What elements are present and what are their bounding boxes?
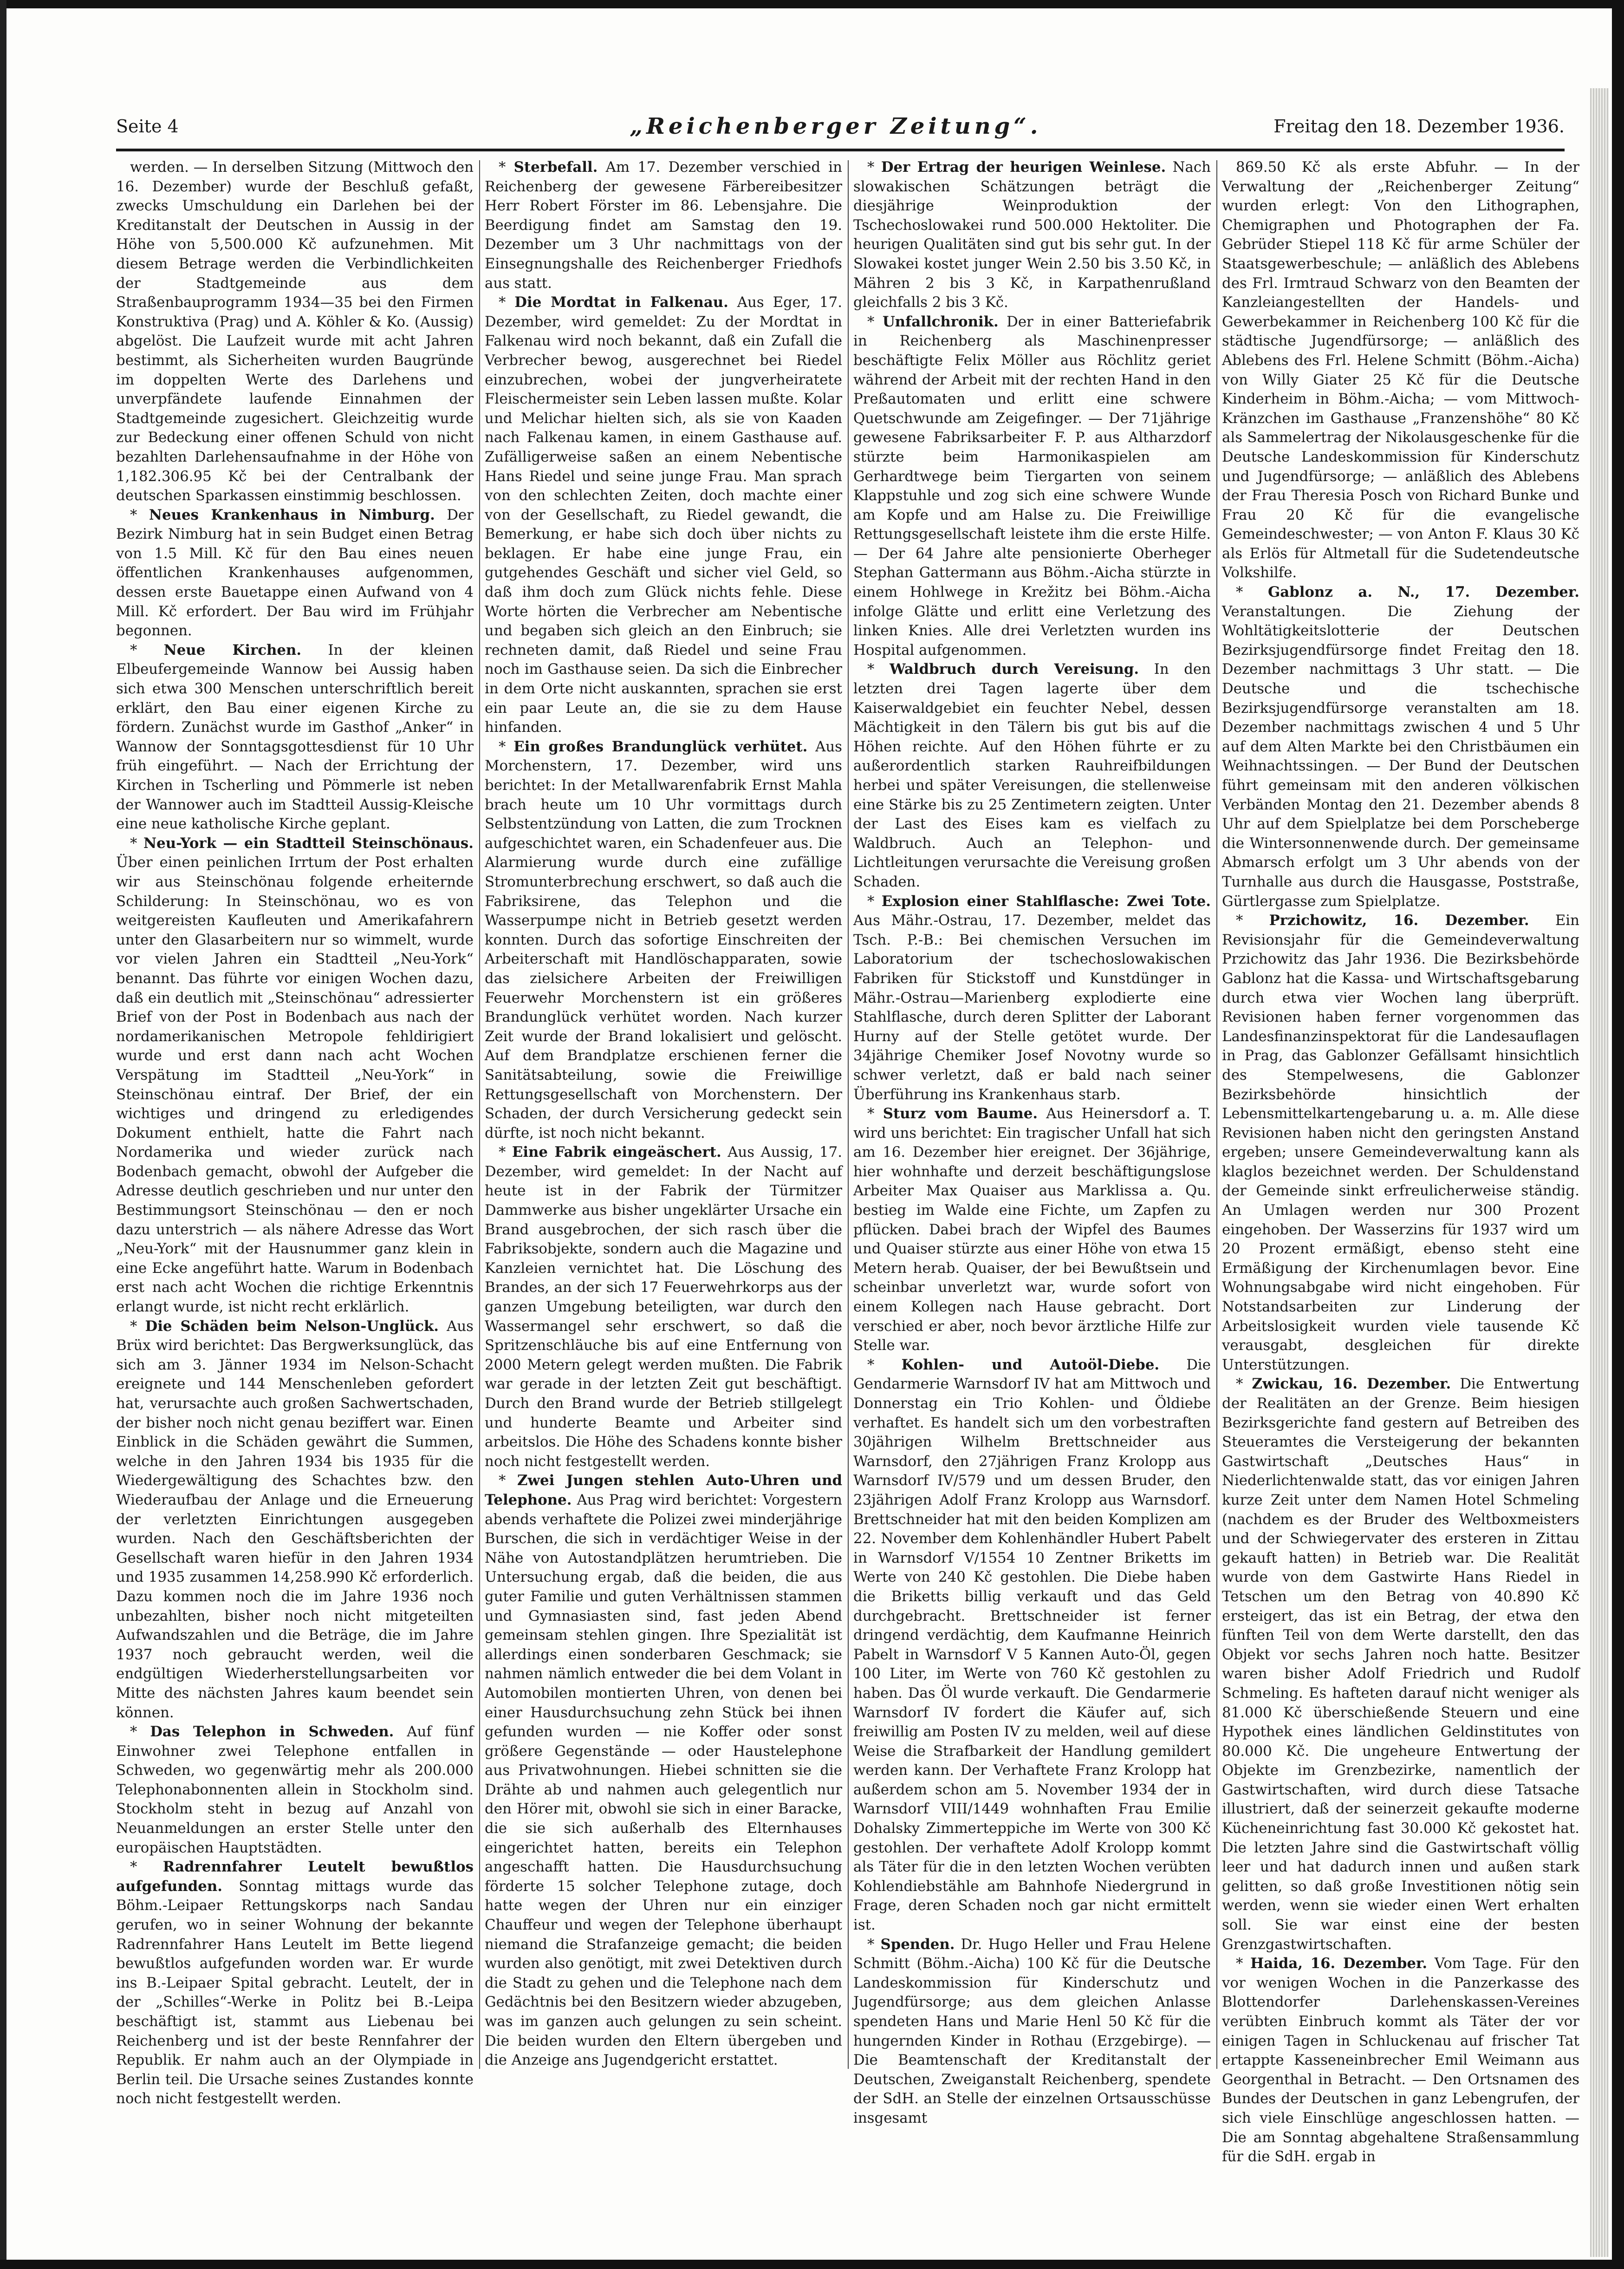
article-paragraph: * Die Schäden beim Nelson-Unglück. Aus Brüx wird berichtet: Das Bergwerksunglück, das sich am 3. Jänner 1934 im Nelson-Schacht ereignete und 144 Menschenleben gefordert hat, verursachte auch großen Sachwertschaden, der bisher noch nicht genau beziffert war. Einen Einblick in die Schäden gewährt die Summen, welche in den Jahren 1934 bis 1935 für die Wiedergewältigung des Schachtes bzw. den Wiederaufbau der Anlage und die Erneuerung der verletzten Einrichtungen ausgegeben wurden. Nach den Geschäftsberichten der Gesellschaft waren hiefür in den Jahren 1934 und 1935 zusammen 14,258.990 Kč erforderlich. Dazu kommen noch die im Jahre 1936 noch unbezahlten, bisher noch nicht mitgeteilten Aufwandszahlen und die Beträge, die im Jahre 1937 noch gebraucht werden, weil die endgültigen Wiederherstellungsarbeiten vor Mitte des nächsten Jahres kaum beendet sein können. — [116, 1317, 474, 1721]
article-headline: Das Telephon in Schweden. — [150, 1723, 394, 1741]
header-rule — [116, 149, 1565, 151]
column-divider — [1216, 160, 1217, 2069]
article-headline: Zwickau, 16. Dezember. — [1252, 1376, 1451, 1393]
article-text: werden. — In derselben Sitzung (Mittwoch den 16. Dezember) wurde der Beschluß gefaßt, zwecks Umschuldung ein Darlehen bei der Kreditanstalt der Deutschen in Aussig in der Höhe von 5,500.000 Kč aufzunehmen. Mit diesem Betrage werden die Verbindlichkeiten der Stadtgemeinde aus dem Straßenbauprogramm 1934—35 bei den Firmen Konstruktiva (Prag) und A. Köhler & Ko. (Aussig) abgelöst. Die Laufzeit wurde mit acht Jahren bestimmt, als Sicherheiten wurden Baugründe im doppelten Werte des Darlehens und unverpfändete laufende Einnahmen der Stadtgemeinde zugesichert. Gleichzeitig wurde zur Bedeckung einer offenen Schuld von nicht bezahlten Darlehensaufnahme in der Höhe von 1,182.306.95 Kč bei der Centralbank der deutschen Sparkassen einstimmig beschlossen. — [116, 159, 474, 504]
column-2 — [485, 158, 842, 2069]
article-paragraph: * Neues Krankenhaus in Nimburg. Der Bezirk Nimburg hat in sein Budget einen Betrag von 1.5 Mill. Kč für den Bau eines neuen öffentlichen Krankenhauses aufgenommen, dessen erste Bauetappe einen Aufwand von 4 Mill. Kč erfordert. Der Bau wird im Frühjahr begonnen. — [116, 506, 474, 639]
article-text: Aus Brüx wird berichtet: Das Bergwerksunglück, das sich am 3. Jänner 1934 im Nelson-Schacht ereignete und 144 Menschenleben gefordert hat, verursachte auch großen Sachwertschaden, der bisher noch nicht genau beziffert war. Einen Einblick in die Schäden gewährt die Summen, welche in den Jahren 1934 bis 1935 für die Wiedergewältigung des Schachtes bzw. den Wiederaufbau der Anlage und die Erneuerung der verletzten Einrichtungen ausgegeben wurden. Nach den Geschäftsberichten der Gesellschaft waren hiefür in den Jahren 1934 und 1935 zusammen 14,258.990 Kč erforderlich. Dazu kommen noch die im Jahre 1936 noch unbezahlten, bisher noch nicht mitgeteilten Aufwandszahlen und die Beträge, die im Jahre 1937 noch gebraucht werden, weil die endgültigen Wiederherstellungsarbeiten vor Mitte des nächsten Jahres kaum beendet sein können. — [116, 1317, 474, 1721]
article-text: Dr. Hugo Heller und Frau Helene Schmitt (Böhm.-Aicha) 100 Kč für die Deutsche Landeskommission für Kinderschutz und Jugendfürsorge; aus dem gleichen Anlasse spendeten Hans und Marie Henl 50 Kč für die hungernden Kinder in Rothau (Erzgebirge). — Die Beamtenschaft der Kreditanstalt der Deutschen, Zweiganstalt Reichenberg, spendete der SdH. an Stelle der einzelnen Ortsausschüsse insgesamt — [853, 1936, 1211, 2126]
article-paragraph: * Spenden. Dr. Hugo Heller und Frau Helene Schmitt (Böhm.-Aicha) 100 Kč für die Deutsche Landeskommission für Kinderschutz und Jugendfürsorge; aus dem gleichen Anlasse spendeten Hans und Marie Henl 50 Kč für die hungernden Kinder in Rothau (Erzgebirge). — Die Beamtenschaft der Kreditanstalt der Deutschen, Zweiganstalt Reichenberg, spendete der SdH. an Stelle der einzelnen Ortsausschüsse insgesamt — [853, 1936, 1211, 2126]
article-text: Der Bezirk Nimburg hat in sein Budget einen Betrag von 1.5 Mill. Kč für den Bau eines neuen öffentlichen Krankenhauses aufgenommen, dessen erste Bauetappe einen Aufwand von 4 Mill. Kč erfordert. Der Bau wird im Frühjahr begonnen. — [116, 506, 474, 639]
article-text: Veranstaltungen. Die Ziehung der Wohltätigkeitslotterie der Deutschen Bezirksjugendfürsorge findet Freitag den 18. Dezember nachmittags 3 Uhr statt. — Die Deutsche und die tschechische Bezirksjugendfürsorge veranstalten am 18. Dezember nachmittags zwischen 4 und 5 Uhr auf dem Alten Markte bei den Christbäumen ein Weihnachtssingen. — Der Bund der Deutschen führt gemeinsam mit den anderen völkischen Verbänden Montag den 21. Dezember abends 8 Uhr auf dem Spielplatze bei dem Porscheberge die Wintersonnenwende durch. Der gemeinsame Abmarsch erfolgt um 3 Uhr abends von der Turnhalle aus durch die Hausgasse, Poststraße, Gürtlergasse zum Spielplatze. — [1222, 603, 1579, 910]
article-paragraph — [1222, 158, 1579, 583]
article-text: Aus Eger, 17. Dezember, wird gemeldet: Zu der Mordtat in Falkenau wird noch bekannt, daß ein Zufall die Verbrecher bewog, ausgerechnet bei Riedel einzubrechen, wobei der jungverheiratete Fleischermeister sein Leben lassen mußte. Kolar und Melichar hielten sich, als sie von Kaaden nach Falkenau kamen, in einem Gasthause auf. Zufälligerweise saßen an einem Nebentische Hans Riedel und seine junge Frau. Man sprach von den schlechten Zeiten, doch machte einer von der Gesellschaft, zu Riedel gewandt, die Bemerkung, er habe sich doch über nichts zu beklagen. Er habe eine junge Frau, ein gutgehendes Geschäft und sicher viel Geld, so daß ihm doch zum Glück nichts fehle. Diese Worte hörten die Verbrecher am Nebentische und begaben sich gleich an den Einbruch; sie rechneten damit, daß Riedel und seine Frau noch im Gasthause seien. Da sich die Einbrecher in dem Orte nicht auskannten, sprachen sie erst ein paar Leute an, die sie zu dem Hause hinfanden. — [485, 294, 842, 736]
article-paragraph: * Unfallchronik. Der in einer Batteriefabrik in Reichenberg als Maschinenpresser beschäftigte Felix Möller aus Röchlitz geriet während der Arbeit mit der rechten Hand in den Preßautomaten und erlitt eine schwere Quetschwunde am Zeigefinger. — Der 71jährige gewesene Fabriksarbeiter F. P. aus Altharzdorf stürzte beim Harmonikaspielen am Gerhardtwege beim Tiergarten von seinem Klappstuhle und zog sich eine schwere Wunde am Kopfe und am Halse zu. Die Freiwillige Rettungsgesellschaft leistete ihm die erste Hilfe. — Der 64 Jahre alte pensionierte Oberheger Stephan Gattermann aus Böhm.-Aicha stürzte in einem Hohlwege in Krežitz bei Böhm.-Aicha infolge Glätte und erlitt eine Verletzung des linken Knies. Alle drei Verletzten wurden ins Hospital aufgenommen. — [853, 313, 1211, 659]
article-headline: Zwei Jungen stehlen Auto-Uhren und Telephone. — [485, 1472, 842, 1508]
article-headline: Explosion einer Stahlflasche: Zwei Tote. — [881, 893, 1211, 910]
article-paragraph: * Przichowitz, 16. Dezember. Ein Revisionsjahr für die Gemeindeverwaltung Przichowitz das Jahr 1936. Die Bezirksbehörde Gablonz hat die Kassa- und Wirtschaftsgebarung durch etwa vier Wochen lang überprüft. Revisionen haben ferner vorgenommen das Landesfinanzinspektorat für die Landesauflagen in Prag, das Gablonzer Gefällsamt hinsichtlich des Stempelwesens, die Gablonzer Bezirksbehörde hinsichtlich der Lebensmittelkartengebarung u. a. m. Alle diese Revisionen haben nicht den geringsten Anstand ergeben; unsere Gemeindeverwaltung kann als klaglos bezeichnet werden. Der Schuldenstand der Gemeinde sinkt erfreulicherweise ständig. An Umlagen werden nur 300 Prozent eingehoben. Der Wasserzins für 1937 wird um 20 Prozent ermäßigt, ebenso steht eine Ermäßigung der Kirchenumlagen bevor. Eine Wohnungsabgabe wird nicht eingehoben. Für Notstandsarbeiten zur Linderung der Arbeitslosigkeit wurden viele tausende Kč verausgabt, desgleichen für direkte Unterstützungen. — [1222, 912, 1579, 1373]
article-text: In den letzten drei Tagen lagerte über dem Kaiserwaldgebiet ein feuchter Nebel, dessen Mächtigkeit in den Tälern bis gut bis auf die Höhen reichte. Auf den Höhen führte er zu außerordentlich starken Rauhreifbildungen herbei und später Vereisungen, die stellenweise eine Stärke bis zu 25 Zentimetern zeigten. Unter der Last des Eises kam es vielfach zu Waldbruch. Auch an Telephon- und Lichtleitungen verursachte die Vereisung großen Schaden. — [853, 661, 1211, 890]
article-paragraph: * Der Ertrag der heurigen Weinlese. Nach slowakischen Schätzungen beträgt die diesjährige Weinproduktion der Tschechoslowakei rund 500.000 Hektoliter. Die heurigen Qualitäten sind gut bis sehr gut. In der Slowakei kostet junger Wein 2.50 bis 3.50 Kč, in Mähren 2 bis 3 Kč, in Karpathenrußland gleichfalls 2 bis 3 Kč. — [853, 159, 1211, 311]
column-divider — [848, 160, 849, 2069]
article-paragraph: * Radrennfahrer Leutelt bewußtlos aufgefunden. Sonntag mittags wurde das Böhm.-Leipaer Rettungskorps nach Sandau gerufen, wo in seiner Wohnung der bekannte Radrennfahrer Hans Leutelt im Bette liegend bewußtlos aufgefunden worden war. Er wurde ins B.-Leipaer Spital gebracht. Leutelt, der in der „Schilles“-Werke in Politz bei B.-Leipa beschäftigt ist, stammt aus Liebenau bei Reichenberg und ist der beste Rennfahrer der Republik. Er nahm auch an der Olympiade in Berlin teil. Die Ursache seines Zustandes konnte noch nicht festgestellt werden. — [116, 1858, 474, 2107]
article-paragraph: * Zwickau, 16. Dezember. Die Entwertung der Realitäten an der Grenze. Beim hiesigen Bezirksgerichte fand gestern auf Betreiben des Steueramtes die Versteigerung der bekannten Gastwirtschaft „Deutsches Haus“ in Niederlichtenwalde statt, das vor einigen Jahren kurze Zeit unter dem Namen Hotel Schmeling (nachdem es der Bruder des Weltboxmeisters und der Schwiegervater des ersteren in Zittau gekauft hatten) in Betrieb war. Die Realität wurde von dem Gastwirte Hans Riedel in Tetschen um den Betrag von 40.890 Kč ersteigert, das ist ein Betrag, der etwa den fünften Teil von dem Werte darstellt, den das Objekt vor sechs Jahren noch hatte. Besitzer waren bisher Adolf Friedrich und Rudolf Schmeling. Es hafteten darauf nicht weniger als 81.000 Kč überschießende Steuern und eine Hypothek eines ländlichen Geldinstitutes von 80.000 Kč. Die ungeheure Entwertung der Objekte im Grenzbezirke, namentlich der Gastwirtschaften, wird durch diese Tatsache illustriert, daß der seinerzeit gekaufte moderne Kücheneinrichtung fast 30.000 Kč gekostet hat. Die letzten Jahre sind die Gastwirtschaft völlig leer und hat dadurch innen und außen stark gelitten, so daß große Investitionen nötig sein werden, wenn sie wieder einen Wert erhalten soll. Sie war einst eine der besten Grenzgastwirtschaften. — [1222, 1376, 1579, 1953]
article-paragraph: * Haida, 16. Dezember. Vom Tage. Für den vor wenigen Wochen in die Panzerkasse des Blottendorfer Darlehenskassen-Vereines verübten Einbruch kommt als Täter der vor einigen Tagen in Schluckenau auf frischer Tat ertappte Kasseneinbrecher Emil Weimann aus Georgenthal in Betracht. — Den Ortsnamen des Bundes der Deutschen in ganz Lebengrufen, der sich viele Einschlüge angeschlossen hatten. — Die am Sonntag abgehaltene Straßensammlung für die SdH. ergab in — [1222, 1955, 1579, 2165]
article-paragraph: * Eine Fabrik eingeäschert. Aus Aussig, 17. Dezember, wird gemeldet: In der Nacht auf heute ist in der Fabrik der Türmitzer Dammwerke aus bisher ungeklärter Ursache ein Brand ausgebrochen, der sich rasch über die Fabriksobjekte, sondern auch die Magazine und Kanzleien vernichtet hat. Die Löschung des Brandes, an der sich 17 Feuerwehrkorps aus der ganzen Umgebung beteiligten, war durch den Wassermangel sehr erschwert, so daß die Spritzenschläuche bis auf eine Entfernung von 2000 Metern gelegt werden mußten. Die Fabrik war gerade in der letzten Zeit gut beschäftigt. Durch den Brand wurde der Betrieb stillgelegt und hunderte Beamte und Arbeiter sind arbeitslos. Die Höhe des Schadens konnte bisher noch nicht festgestellt werden. — [485, 1144, 842, 1470]
article-text: Der in einer Batteriefabrik in Reichenberg als Maschinenpresser beschäftigte Felix Möller aus Röchlitz geriet während der Arbeit mit der rechten Hand in den Preßautomaten und erlitt eine schwere Quetschwunde am Zeigefinger. — Der 71jährige gewesene Fabriksarbeiter F. P. aus Altharzdorf stürzte beim Harmonikaspielen am Gerhardtwege beim Tiergarten von seinem Klappstuhle und zog sich eine schwere Wunde am Kopfe und am Halse zu. Die Freiwillige Rettungsgesellschaft leistete ihm die erste Hilfe. — Der 64 Jahre alte pensionierte Oberheger Stephan Gattermann aus Böhm.-Aicha stürzte in einem Hohlwege in Krežitz bei Böhm.-Aicha infolge Glätte und erlitt eine Verletzung des linken Knies. Alle drei Verletzten wurden ins Hospital aufgenommen. — [853, 313, 1211, 659]
article-headline: Ein großes Brandunglück verhütet. — [513, 738, 808, 755]
column-3 — [853, 158, 1211, 2126]
scan-border-right — [1612, 0, 1624, 2269]
scan-border-bottom — [0, 2260, 1624, 2269]
article-headline: Kohlen- und Autoöl-Diebe. — [901, 1356, 1160, 1373]
article-paragraph: * Neue Kirchen. In der kleinen Elbeufergemeinde Wannow bei Aussig haben sich etwa 300 Menschen unterschriftlich bereit erklärt, den Bau einer eigenen Kirche zu fördern. Zunächst wurde im Gasthof „Anker“ in Wannow der Sonntagsgottesdienst für 10 Uhr früh eingeführt. — Nach der Errichtung der Kirchen in Tscherling und Pömmerle ist neben der Wannower auch im Stadtteil Aussig-Kleische eine neue katholische Kirche geplant. — [116, 641, 474, 833]
column-4 — [1222, 158, 1579, 2165]
article-headline: Gablonz a. N., 17. Dezember. — [1267, 584, 1579, 601]
article-text: Aus Aussig, 17. Dezember, wird gemeldet: In der Nacht auf heute ist in der Fabrik der Türmitzer Dammwerke aus bisher ungeklärter Ursache ein Brand ausgebrochen, der sich rasch über die Fabriksobjekte, sondern auch die Magazine und Kanzleien vernichtet hat. Die Löschung des Brandes, an der sich 17 Feuerwehrkorps aus der ganzen Umgebung beteiligten, war durch den Wassermangel sehr erschwert, so daß die Spritzenschläuche bis auf eine Entfernung von 2000 Metern gelegt werden mußten. Die Fabrik war gerade in der letzten Zeit gut beschäftigt. Durch den Brand wurde der Betrieb stillgelegt und hunderte Beamte und Arbeiter sind arbeitslos. Die Höhe des Schadens konnte bisher noch nicht festgestellt werden. — [485, 1144, 842, 1470]
article-text: Die Gendarmerie Warnsdorf IV hat am Mittwoch und Donnerstag ein Trio Kohlen- und Öldiebe verhaftet. Es handelt sich um den vorbestraften 30jährigen Wilhelm Brettschneider aus Warnsdorf, den 27jährigen Franz Krolopp aus Warnsdorf IV/579 und um dessen Bruder, den 23jährigen Adolf Franz Krolopp aus Warnsdorf. Brettschneider hat mit den beiden Komplizen am 22. November dem Kohlenhändler Hubert Pabelt in Warnsdorf V/1554 10 Zentner Briketts im Werte von 240 Kč gestohlen. Die Diebe haben die Briketts billig verkauft und das Geld durchgebracht. Brettschneider ist ferner dringend verdächtig, dem Kaufmanne Heinrich Pabelt in Warnsdorf V 5 Kannen Auto-Öl, gegen 100 Liter, im Werte von 760 Kč gestohlen zu haben. Das Öl wurde verkauft. Die Gendarmerie Warnsdorf IV fordert die Käufer auf, sich freiwillig am Posten IV zu melden, weil auf diese Weise die Strafbarkeit der Handlung gemildert werden kann. Der Verhaftete Franz Krolopp hat außerdem schon am 5. November 1934 der in Warnsdorf VIII/1449 wohnhaften Frau Emilie Dohalsky Zimmerteppiche im Werte von 300 Kč gestohlen. Der verhaftete Adolf Krolopp kommt als Täter für die in den letzten Wochen verübten Kohlendiebstähle am Bahnhofe Niedergrund in Frage, deren Schaden noch gar nicht ermittelt ist. — [853, 1356, 1211, 1934]
article-headline: Radrennfahrer Leutelt bewußtlos aufgefunden. — [116, 1858, 474, 1895]
article-headline: Sturz vom Baume. — [883, 1105, 1038, 1122]
article-paragraph: * Zwei Jungen stehlen Auto-Uhren und Telephone. Aus Prag wird berichtet: Vorgestern abends verhaftete die Polizei zwei minderjährige Burschen, die sich in verdächtiger Weise in der Nähe von Autostandplätzen herumtrieben. Die Untersuchung ergab, daß die beiden, die aus guter Familie und guten Verhältnissen stammen und Gymnasiasten sind, fast jeden Abend gemeinsam stehlen gingen. Ihre Spezialität ist allerdings einen sonderbaren Geschmack; sie nahmen nämlich entweder die bei dem Volant in Automobilen montierten Uhren, von denen bei einer Hausdurchsuchung zehn Stück bei ihnen gefunden wurden — nie Koffer oder sonst größere Gegenstände — oder Haustelephone aus Privatwohnungen. Hiebei schnitten sie die Drähte ab und nahmen auch gelegentlich nur den Hörer mit, obwohl sie sich in einer Baracke, die sie sich außerhalb des Elternhauses eingerichtet hatten, bereits ein Telephon angeschafft hatten. Die Hausdurchsuchung förderte 15 solcher Telephone zutage, doch hatte wegen der Uhren nur ein einziger Chauffeur und wegen der Telephone überhaupt niemand die Strafanzeige gemacht; die beiden wurden also genötigt, mit zwei Detektiven durch die Stadt zu gehen und die Telephone nach dem Gedächtnis bei den Besitzern wieder abzugeben, was im ganzen auch gelungen zu sein scheint. Die beiden wurden den Eltern übergeben und die Anzeige ans Jugendgericht erstattet. — [485, 1472, 842, 2069]
article-paragraph: * Kohlen- und Autoöl-Diebe. Die Gendarmerie Warnsdorf IV hat am Mittwoch und Donnerstag ein Trio Kohlen- und Öldiebe verhaftet. Es handelt sich um den vorbestraften 30jährigen Wilhelm Brettschneider aus Warnsdorf, den 27jährigen Franz Krolopp aus Warnsdorf IV/579 und um dessen Bruder, den 23jährigen Adolf Franz Krolopp aus Warnsdorf. Brettschneider hat mit den beiden Komplizen am 22. November dem Kohlenhändler Hubert Pabelt in Warnsdorf V/1554 10 Zentner Briketts im Werte von 240 Kč gestohlen. Die Diebe haben die Briketts billig verkauft und das Geld durchgebracht. Brettschneider ist ferner dringend verdächtig, dem Kaufmanne Heinrich Pabelt in Warnsdorf V 5 Kannen Auto-Öl, gegen 100 Liter, im Werte von 760 Kč gestohlen zu haben. Das Öl wurde verkauft. Die Gendarmerie Warnsdorf IV fordert die Käufer auf, sich freiwillig am Posten IV zu melden, weil auf diese Weise die Strafbarkeit der Handlung gemildert werden kann. Der Verhaftete Franz Krolopp hat außerdem schon am 5. November 1934 der in Warnsdorf VIII/1449 wohnhaften Frau Emilie Dohalsky Zimmerteppiche im Werte von 300 Kč gestohlen. Der verhaftete Adolf Krolopp kommt als Täter für die in den letzten Wochen verübten Kohlendiebstähle am Bahnhofe Niedergrund in Frage, deren Schaden noch gar nicht ermittelt ist. — [853, 1356, 1211, 1934]
article-paragraph: * Waldbruch durch Vereisung. In den letzten drei Tagen lagerte über dem Kaiserwaldgebiet ein feuchter Nebel, dessen Mächtigkeit in den Tälern bis gut bis auf die Höhen reichte. Auf den Höhen führte er zu außerordentlich starken Rauhreifbildungen herbei und später Vereisungen, die stellenweise eine Stärke bis zu 25 Zentimetern zeigten. Unter der Last des Eises kam es vielfach zu Waldbruch. Auch an Telephon- und Lichtleitungen verursachte die Vereisung großen Schaden. — [853, 661, 1211, 890]
article-headline: Unfallchronik. — [882, 313, 999, 330]
article-text: Die Entwertung der Realitäten an der Grenze. Beim hiesigen Bezirksgerichte fand gestern auf Betreiben des Steueramtes die Versteigerung der bekannten Gastwirtschaft „Deutsches Haus“ in Niederlichtenwalde statt, das vor einigen Jahren kurze Zeit unter dem Namen Hotel Schmeling (nachdem es der Bruder des Weltboxmeisters und der Schwiegervater des ersteren in Zittau gekauft hatten) in Betrieb war. Die Realität wurde von dem Gastwirte Hans Riedel in Tetschen um den Betrag von 40.890 Kč ersteigert, das ist ein Betrag, der etwa den fünften Teil von dem Werte darstellt, den das Objekt vor sechs Jahren noch hatte. Besitzer waren bisher Adolf Friedrich und Rudolf Schmeling. Es hafteten darauf nicht weniger als 81.000 Kč überschießende Steuern und eine Hypothek eines ländlichen Geldinstitutes von 80.000 Kč. Die ungeheure Entwertung der Objekte im Grenzbezirke, namentlich der Gastwirtschaften, wird durch diese Tatsache illustriert, daß der seinerzeit gekaufte moderne Kücheneinrichtung fast 30.000 Kč gekostet hat. Die letzten Jahre sind die Gastwirtschaft völlig leer und hat dadurch innen und außen stark gelitten, so daß große Investitionen nötig sein werden, wenn sie wieder einen Wert erhalten soll. Sie war einst eine der besten Grenzgastwirtschaften. — [1222, 1376, 1579, 1953]
article-paragraph: * Sturz vom Baume. Aus Heinersdorf a. T. wird uns berichtet: Ein tragischer Unfall hat sich am 16. Dezember hier ereignet. Der 36jährige, hier wohnhafte und derzeit beschäftigungslose Arbeiter Max Quaiser aus Marklissa a. Qu. bestieg im Walde eine Fichte, um Zapfen zu pflücken. Dabei brach der Wipfel des Baumes und Quaiser stürzte aus einer Höhe von etwa 15 Metern herab. Quaiser, der bei Bewußtsein und scheinbar unverletzt war, wurde sofort von einem Kollegen nach Hause gebracht. Dort verschied er aber, noch bevor ärztliche Hilfe zur Stelle war. — [853, 1105, 1211, 1354]
article-text: Vom Tage. Für den vor wenigen Wochen in die Panzerkasse des Blottendorfer Darlehenskassen-Vereines verübten Einbruch kommt als Täter der vor einigen Tagen in Schluckenau auf frischer Tat ertappte Kasseneinbrecher Emil Weimann aus Georgenthal in Betracht. — Den Ortsnamen des Bundes der Deutschen in ganz Lebengrufen, der sich viele Einschlüge angeschlossen hatten. — Die am Sonntag abgehaltene Straßensammlung für die SdH. ergab in — [1222, 1955, 1579, 2165]
article-text: Sonntag mittags wurde das Böhm.-Leipaer Rettungskorps nach Sandau gerufen, wo in seiner Wohnung der bekannte Radrennfahrer Hans Leutelt im Bette liegend bewußtlos aufgefunden worden war. Er wurde ins B.-Leipaer Spital gebracht. Leutelt, der in der „Schilles“-Werke in Politz bei B.-Leipa beschäftigt ist, stammt aus Liebenau bei Reichenberg und ist der beste Rennfahrer der Republik. Er nahm auch an der Olympiade in Berlin teil. Die Ursache seines Zustandes konnte noch nicht festgestellt werden. — [116, 1878, 474, 2107]
newspaper-title: „Reichenberger Zeitung“. — [630, 113, 1042, 139]
article-text: Nach slowakischen Schätzungen beträgt die diesjährige Weinproduktion der Tschechoslowakei rund 500.000 Hektoliter. Die heurigen Qualitäten sind gut bis sehr gut. In der Slowakei kostet junger Wein 2.50 bis 3.50 Kč, in Mähren 2 bis 3 Kč, in Karpathenrußland gleichfalls 2 bis 3 Kč. — [853, 159, 1211, 311]
article-text: Auf fünf Einwohner zwei Telephone entfallen in Schweden, wo gegenwärtig mehr als 200.000 Telephonabonnenten allein in Stockholm sind. Stockholm steht in bezug auf Anzahl von Neuanmeldungen an erster Stelle unter den europäischen Hauptstädten. — [116, 1723, 474, 1856]
article-text: 869.50 Kč als erste Abfuhr. — In der Verwaltung der „Reichenberger Zeitung“ wurden erlegt: Von den Lithographen, Chemigraphen und Photographen der Fa. Gebrüder Stiepel 118 Kč für arme Schüler der Staatsgewerbeschule; — anläßlich des Ablebens des Frl. Irmtraud Schwarz von den Beamten der Kanzleiangestellten der Handels- und Gewerbekammer in Reichenberg 100 Kč für die städtische Jugendfürsorge; — anläßlich des Ablebens des Frl. Helene Schmitt (Böhm.-Aicha) von Willy Giater 25 Kč für die Deutsche Kinderheim in Böhm.-Aicha; — vom Mittwoch-Kränzchen im Gasthause „Franzenshöhe“ 80 Kč als Sammelertrag der Nikolausgeschenke für die Deutsche Landeskommission für Kinderschutz und Jugendfürsorge; — anläßlich des Ablebens der Frau Theresia Posch von Richard Bunke und Frau 20 Kč für die evangelische Gemeindeschwester; — von Anton F. Klaus 30 Kč als Erlös für Altmetall für die Sudetendeutsche Volkshilfe. — [1222, 159, 1579, 581]
article-headline: Neues Krankenhaus in Nimburg. — [149, 506, 435, 523]
article-headline: Haida, 16. Dezember. — [1250, 1955, 1428, 1972]
article-headline: Eine Fabrik eingeäschert. — [512, 1144, 721, 1161]
page-header — [116, 113, 1565, 144]
article-headline: Neue Kirchen. — [163, 641, 302, 659]
article-text: Aus Mähr.-Ostrau, 17. Dezember, meldet das Tsch. P.-B.: Bei chemischen Versuchen im Laboratorium der tschechoslowakischen Fabriken für Stickstoff und Kunstdünger in Mähr.-Ostrau—Marienberg explodierte eine Stahlflasche, durch deren Splitter der Laborant Hurny auf der Stelle getötet wurde. Der 34jährige Chemiker Josef Novotny wurde so schwer verletzt, daß er bald nach seiner Überführung ins Krankenhaus starb. — [853, 912, 1211, 1103]
article-headline: Waldbruch durch Vereisung. — [889, 661, 1139, 678]
column-divider — [479, 160, 480, 2069]
article-paragraph — [116, 158, 474, 506]
scan-border-left — [0, 0, 6, 2269]
scan-border-top — [0, 0, 1624, 8]
article-text: Aus Prag wird berichtet: Vorgestern abends verhaftete die Polizei zwei minderjährige Burschen, die sich in verdächtiger Weise in der Nähe von Autostandplätzen herumtrieben. Die Untersuchung ergab, daß die beiden, die aus guter Familie und guten Verhältnissen stammen und Gymnasiasten sind, fast jeden Abend gemeinsam stehlen gingen. Ihre Spezialität ist allerdings einen sonderbaren Geschmack; sie nahmen nämlich entweder die bei dem Volant in Automobilen montierten Uhren, von denen bei einer Hausdurchsuchung zehn Stück bei ihnen gefunden wurden — nie Koffer oder sonst größere Gegenstände — oder Haustelephone aus Privatwohnungen. Hiebei schnitten sie die Drähte ab und nahmen auch gelegentlich nur den Hörer mit, obwohl sie sich in einer Baracke, die sie sich außerhalb des Elternhauses eingerichtet hatten, bereits ein Telephon angeschafft hatten. Die Hausdurchsuchung förderte 15 solcher Telephone zutage, doch hatte wegen der Uhren nur ein einziger Chauffeur und wegen der Telephone überhaupt niemand die Strafanzeige gemacht; die beiden wurden also genötigt, mit zwei Detektiven durch die Stadt zu gehen und die Telephone nach dem Gedächtnis bei den Besitzern wieder abzugeben, was im ganzen auch gelungen zu sein scheint. Die beiden wurden den Eltern übergeben und die Anzeige ans Jugendgericht erstattet. — [485, 1491, 842, 2069]
article-headline: Der Ertrag der heurigen Weinlese. — [881, 159, 1166, 176]
article-text: Aus Heinersdorf a. T. wird uns berichtet: Ein tragischer Unfall hat sich am 16. Dezember hier ereignet. Der 36jährige, hier wohnhafte und derzeit beschäftigungslose Arbeiter Max Quaiser aus Marklissa a. Qu. bestieg im Walde eine Fichte, um Zapfen zu pflücken. Dabei brach der Wipfel des Baumes und Quaiser stürzte aus einer Höhe von etwa 15 Metern herab. Quaiser, der bei Bewußtsein und scheinbar unverletzt war, wurde sofort von einem Kollegen nach Hause gebracht. Dort verschied er aber, noch bevor ärztliche Hilfe zur Stelle war. — [853, 1105, 1211, 1354]
article-text: Ein Revisionsjahr für die Gemeindeverwaltung Przichowitz das Jahr 1936. Die Bezirksbehörde Gablonz hat die Kassa- und Wirtschaftsgebarung durch etwa vier Wochen lang überprüft. Revisionen haben ferner vorgenommen das Landesfinanzinspektorat für die Landesauflagen in Prag, das Gablonzer Gefällsamt hinsichtlich des Stempelwesens, die Gablonzer Bezirksbehörde hinsichtlich der Lebensmittelkartengebarung u. a. m. Alle diese Revisionen haben nicht den geringsten Anstand ergeben; unsere Gemeindeverwaltung kann als klaglos bezeichnet werden. Der Schuldenstand der Gemeinde sinkt erfreulicherweise ständig. An Umlagen werden nur 300 Prozent eingehoben. Der Wasserzins für 1937 wird um 20 Prozent ermäßigt, ebenso steht eine Ermäßigung der Kirchenumlagen bevor. Eine Wohnungsabgabe wird nicht eingehoben. Für Notstandsarbeiten zur Linderung der Arbeitslosigkeit wurden viele tausende Kč verausgabt, desgleichen für direkte Unterstützungen. — [1222, 912, 1579, 1373]
article-headline: Die Mordtat in Falkenau. — [514, 294, 728, 311]
article-paragraph: * Gablonz a. N., 17. Dezember. Veranstaltungen. Die Ziehung der Wohltätigkeitslotterie der Deutschen Bezirksjugendfürsorge findet Freitag den 18. Dezember nachmittags 3 Uhr statt. — Die Deutsche und die tschechische Bezirksjugendfürsorge veranstalten am 18. Dezember nachmittags zwischen 4 und 5 Uhr auf dem Alten Markte bei den Christbäumen ein Weihnachtssingen. — Der Bund der Deutschen führt gemeinsam mit den anderen völkischen Verbänden Montag den 21. Dezember abends 8 Uhr auf dem Spielplatze bei dem Porscheberge die Wintersonnenwende durch. Der gemeinsame Abmarsch erfolgt um 3 Uhr abends von der Turnhalle aus durch die Hausgasse, Poststraße, Gürtlergasse zum Spielplatze. — [1222, 584, 1579, 910]
article-text: Am 17. Dezember verschied in Reichenberg der gewesene Färbereibesitzer Herr Robert Förster im 86. Lebensjahre. Die Beerdigung findet am Samstag den 19. Dezember um 3 Uhr nachmittags von der Einsegnungshalle des Reichenberger Friedhofs aus statt. — [485, 159, 842, 292]
article-paragraph: * Sterbefall. Am 17. Dezember verschied in Reichenberg der gewesene Färbereibesitzer Herr Robert Förster im 86. Lebensjahre. Die Beerdigung findet am Samstag den 19. Dezember um 3 Uhr nachmittags von der Einsegnungshalle des Reichenberger Friedhofs aus statt. — [485, 159, 842, 292]
article-headline: Spenden. — [880, 1936, 955, 1953]
article-text: Aus Morchenstern, 17. Dezember, wird uns berichtet: In der Metallwarenfabrik Ernst Mahla brach heute um 10 Uhr vormittags durch Selbstentzündung von Latten, die zum Trocknen aufgeschichtet waren, ein Schadenfeuer aus. Die Alarmierung wurde durch eine zufällige Stromunterbrechung erschwert, so daß auch die Fabriksirene, das Telephon und die Wasserpumpe nicht in Betrieb gesetzt werden konnten. Durch das sofortige Einschreiten der Arbeiterschaft mit Handlöschapparaten, sowie das zielsichere Arbeiten der Freiwilligen Feuerwehr Morchenstern ist ein größeres Brandunglück verhütet worden. Nach kurzer Zeit wurde der Brand lokalisiert und gelöscht. Auf dem Brandplatze erschienen ferner die Sanitätsabteilung, sowie die Freiwillige Rettungsgesellschaft von Morchenstern. Der Schaden, der durch Versicherung gedeckt sein dürfte, ist noch nicht bekannt. — [485, 738, 842, 1141]
article-text: Über einen peinlichen Irrtum der Post erhalten wir aus Steinschönau folgende erheiternde Schilderung: In Steinschönau, wo es von weitgereisten Kaufleuten und Amerikafahrern unter den Glasarbeitern nur so wimmelt, wurde vor vielen Jahren ein Stadtteil „Neu-York“ benannt. Das führte vor einigen Wochen dazu, daß ein deutlich mit „Steinschönau“ adressierter Brief von der Post in Bodenbach aus nach der nordamerikanischen Metropole fehldirigiert wurde und erst dann nach acht Wochen Verspätung im Stadtteil „Neu-York“ in Steinschönau eintraf. Der Brief, der ein wichtiges und dringend zu erledigendes Dokument enthielt, hatte die Fahrt nach Nordamerika und wieder zurück nach Bodenbach gemacht, obwohl der Aufgeber die Adresse deutlich geschrieben und nur unter den Bestimmungsort Steinschönau — den er noch dazu unterstrich — als nähere Adresse das Wort „Neu-York“ mit der Hausnummer ganz klein in eine Ecke angeführt hatte. Warum in Bodenbach erst nach acht Wochen die richtige Erkenntnis erlangt wurde, ist nicht recht erklärlich. — [116, 854, 474, 1316]
issue-date: Freitag den 18. Dezember 1936. — [1273, 116, 1565, 137]
article-text: In der kleinen Elbeufergemeinde Wannow bei Aussig haben sich etwa 300 Menschen unterschriftlich bereit erklärt, den Bau einer eigenen Kirche zu fördern. Zunächst wurde im Gasthof „Anker“ in Wannow der Sonntagsgottesdienst für 10 Uhr früh eingeführt. — Nach der Errichtung der Kirchen in Tscherling und Pömmerle ist neben der Wannower auch im Stadtteil Aussig-Kleische eine neue katholische Kirche geplant. — [116, 641, 474, 833]
article-headline: Przichowitz, 16. Dezember. — [1269, 912, 1529, 929]
article-headline: Die Schäden beim Nelson-Unglück. — [145, 1317, 439, 1335]
article-paragraph: * Neu-York — ein Stadtteil Steinschönaus. Über einen peinlichen Irrtum der Post erhalten wir aus Steinschönau folgende erheiternde Schilderung: In Steinschönau, wo es von weitgereisten Kaufleuten und Amerikafahrern unter den Glasarbeitern nur so wimmelt, wurde vor vielen Jahren ein Stadtteil „Neu-York“ benannt. Das führte vor einigen Wochen dazu, daß ein deutlich mit „Steinschönau“ adressierter Brief von der Post in Bodenbach aus nach der nordamerikanischen Metropole fehldirigiert wurde und erst dann nach acht Wochen Verspätung im Stadtteil „Neu-York“ in Steinschönau eintraf. Der Brief, der ein wichtiges und dringend zu erledigendes Dokument enthielt, hatte die Fahrt nach Nordamerika und wieder zurück nach Bodenbach gemacht, obwohl der Aufgeber die Adresse deutlich geschrieben und nur unter den Bestimmungsort Steinschönau — den er noch dazu unterstrich — als nähere Adresse das Wort „Neu-York“ mit der Hausnummer ganz klein in eine Ecke angeführt hatte. Warum in Bodenbach erst nach acht Wochen die richtige Erkenntnis erlangt wurde, ist nicht recht erklärlich. — [116, 835, 474, 1316]
article-paragraph: * Das Telephon in Schweden. Auf fünf Einwohner zwei Telephone entfallen in Schweden, wo gegenwärtig mehr als 200.000 Telephonabonnenten allein in Stockholm sind. Stockholm steht in bezug auf Anzahl von Neuanmeldungen an erster Stelle unter den europäischen Hauptstädten. — [116, 1723, 474, 1856]
article-paragraph: * Die Mordtat in Falkenau. Aus Eger, 17. Dezember, wird gemeldet: Zu der Mordtat in Falkenau wird noch bekannt, daß ein Zufall die Verbrecher bewog, ausgerechnet bei Riedel einzubrechen, wobei der jungverheiratete Fleischermeister sein Leben lassen mußte. Kolar und Melichar hielten sich, als sie von Kaaden nach Falkenau kamen, in einem Gasthause auf. Zufälligerweise saßen an einem Nebentische Hans Riedel und seine junge Frau. Man sprach von den schlechten Zeiten, doch machte einer von der Gesellschaft, zu Riedel gewandt, die Bemerkung, er habe sich doch über nichts zu beklagen. Er habe eine junge Frau, ein gutgehendes Geschäft und sicher viel Geld, so daß ihm doch zum Glück nichts fehle. Diese Worte hörten die Verbrecher am Nebentische und begaben sich gleich an den Einbruch; sie rechneten damit, daß Riedel und seine Frau noch im Gasthause seien. Da sich die Einbrecher in dem Orte nicht auskannten, sprachen sie erst ein paar Leute an, die sie zu dem Hause hinfanden. — [485, 294, 842, 736]
column-1 — [116, 158, 474, 2107]
binding-strip — [1590, 88, 1609, 2257]
article-headline: Neu-York — ein Stadtteil Steinschönaus. — [143, 835, 474, 852]
page-number: Seite 4 — [116, 116, 179, 137]
article-paragraph: * Explosion einer Stahlflasche: Zwei Tote. Aus Mähr.-Ostrau, 17. Dezember, meldet das Tsch. P.-B.: Bei chemischen Versuchen im Laboratorium der tschechoslowakischen Fabriken für Stickstoff und Kunstdünger in Mähr.-Ostrau—Marienberg explodierte eine Stahlflasche, durch deren Splitter der Laborant Hurny auf der Stelle getötet wurde. Der 34jährige Chemiker Josef Novotny wurde so schwer verletzt, daß er bald nach seiner Überführung ins Krankenhaus starb. — [853, 893, 1211, 1103]
article-headline: Sterbefall. — [513, 159, 598, 176]
article-paragraph: * Ein großes Brandunglück verhütet. Aus Morchenstern, 17. Dezember, wird uns berichtet: In der Metallwarenfabrik Ernst Mahla brach heute um 10 Uhr vormittags durch Selbstentzündung von Latten, die zum Trocknen aufgeschichtet waren, ein Schadenfeuer aus. Die Alarmierung wurde durch eine zufällige Stromunterbrechung erschwert, so daß auch die Fabriksirene, das Telephon und die Wasserpumpe nicht in Betrieb gesetzt werden konnten. Durch das sofortige Einschreiten der Arbeiterschaft mit Handlöschapparaten, sowie das zielsichere Arbeiten der Freiwilligen Feuerwehr Morchenstern ist ein größeres Brandunglück verhütet worden. Nach kurzer Zeit wurde der Brand lokalisiert und gelöscht. Auf dem Brandplatze erschienen ferner die Sanitätsabteilung, sowie die Freiwillige Rettungsgesellschaft von Morchenstern. Der Schaden, der durch Versicherung gedeckt sein dürfte, ist noch nicht bekannt. — [485, 738, 842, 1141]
